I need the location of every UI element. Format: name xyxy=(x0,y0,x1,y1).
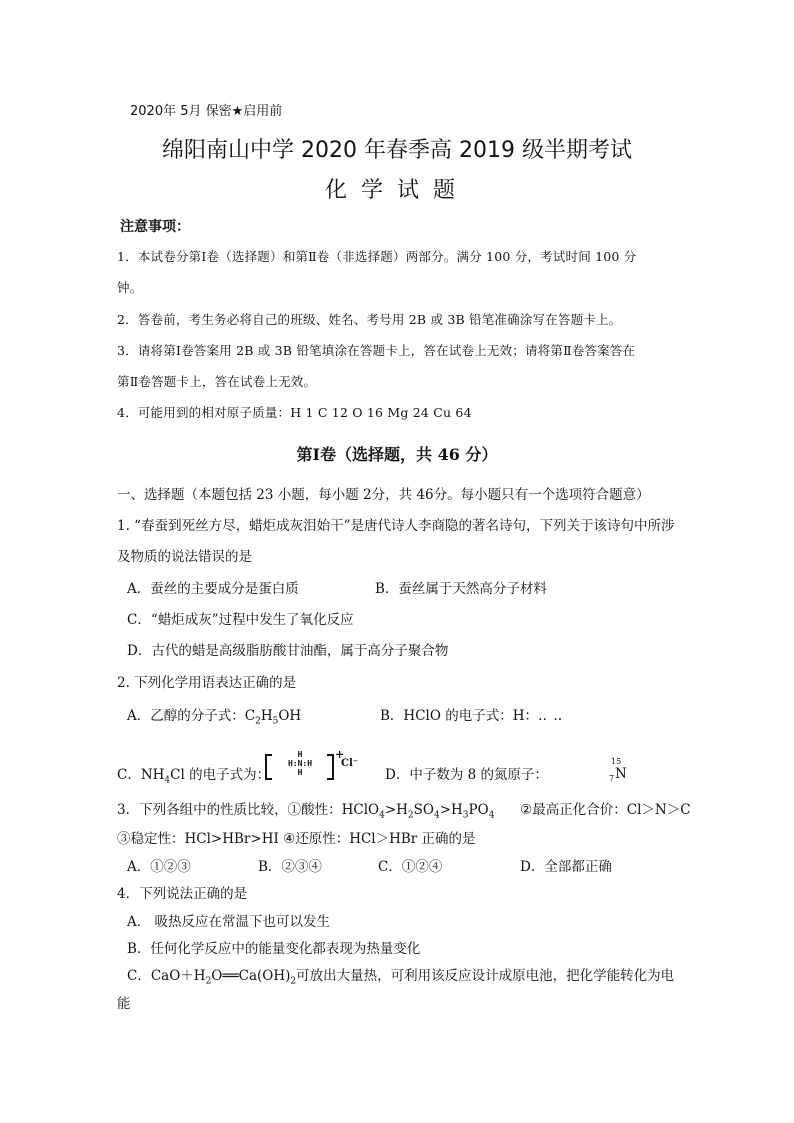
lewis-h-top: H xyxy=(297,750,303,759)
notice-item-3: 3．请将第Ⅰ卷答案用 2B 或 3B 铅笔填涂在答题卡上，答在试卷上无效；请将第Ⅱ卷答案答在 xyxy=(117,343,636,358)
bracket-left xyxy=(265,754,272,780)
q2-a-sub: 2 xyxy=(255,716,261,727)
q3-text: >H xyxy=(384,802,408,818)
q4-c-sub: 2 xyxy=(205,976,212,987)
q4-option-c xyxy=(127,967,674,985)
bracket-right xyxy=(327,754,334,780)
q4-option-a: A． 吸热反应在常温下也可以发生 xyxy=(127,914,331,930)
lewis-charge: + xyxy=(335,748,345,761)
element-symbol: N xyxy=(615,766,627,782)
q3-option-a: A．①②③ xyxy=(127,859,191,875)
notice-item-4: 4．可能用到的相对原子质量：H 1 C 12 O 16 Mg 24 Cu 64 xyxy=(117,405,472,420)
exam-title: 绵阳南山中学 2020 年春季高 2019 级半期考试 xyxy=(162,138,632,163)
q1-option-a: A．蚕丝的主要成分是蛋白质 xyxy=(127,581,299,597)
notice-item-1-cont: 钟。 xyxy=(117,280,143,295)
q4-c-text: C．CaO＋H xyxy=(127,968,206,984)
q2-a-text: OH xyxy=(278,708,302,724)
q2-c-text: Cl 的电子式为： xyxy=(170,767,271,783)
q2-a-text: A．乙醇的分子式：C xyxy=(127,708,256,724)
q2-c-sub: 4 xyxy=(164,775,171,786)
mass-number: 15 xyxy=(611,757,622,766)
electron-dots: ‥ ‥ xyxy=(537,708,564,724)
q2-b-text: B．HClO 的电子式：H： xyxy=(380,708,538,724)
q1-option-d: D．古代的蜡是高级脂肪酸甘油酯，属于高分子聚合物 xyxy=(127,643,449,659)
q3-text: >H xyxy=(439,802,463,818)
section-heading: 第Ⅰ卷（选择题，共 46 分） xyxy=(296,445,498,464)
q3-text: SO xyxy=(413,802,434,818)
q2-c-text: C．NH xyxy=(117,767,165,783)
q3-text: ②最高正化合价：Cl＞N＞C xyxy=(494,802,691,818)
q3-sub: 4 xyxy=(488,810,495,821)
q4-c-sub: 2 xyxy=(290,976,297,987)
atomic-number: 7 xyxy=(609,774,615,783)
ammonium-dot-structure xyxy=(277,750,323,777)
q3-text: 3．下列各组中的性质比较，①酸性：HClO xyxy=(117,802,380,818)
q2-a-text: H xyxy=(260,708,273,724)
notice-item-3-cont: 第Ⅱ卷答题卡上，答在试卷上无效。 xyxy=(117,374,317,389)
q3-sub: 4 xyxy=(379,810,385,821)
q2-a-sub: 5 xyxy=(272,716,279,727)
section-instructions: 一、选择题（本题包括 23 小题，每小题 2分，共 46分。每小题只有一个选项符合题意） xyxy=(117,487,650,503)
q2-option-a xyxy=(127,707,301,725)
q1-option-b: B．蚕丝属于天然高分子材料 xyxy=(375,581,547,597)
q4-c-text: 可放出大量热，可利用该反应设计成原电池，把化学能转化为电 xyxy=(296,968,675,984)
q2-option-b xyxy=(380,707,563,725)
q3-text: PO xyxy=(468,802,489,818)
q3-sub: 4 xyxy=(433,810,440,821)
nitrogen-nuclide-symbol xyxy=(609,759,629,787)
q1-stem-cont: 及物质的说法错误的是 xyxy=(117,549,252,565)
q3-stem-cont: ③稳定性：HCl>HBr>HI ④还原性：HCl＞HBr 正确的是 xyxy=(117,831,476,847)
q4-stem: 4．下列说法正确的是 xyxy=(117,886,248,902)
lewis-h-bottom: H xyxy=(297,768,303,777)
q3-sub: 2 xyxy=(407,810,414,821)
q3-option-c: C．①②④ xyxy=(378,859,443,875)
exam-date-confidential: 2020年 5月 保密★启用前 xyxy=(130,104,283,119)
q4-c-text: O══Ca(OH) xyxy=(211,968,291,984)
exam-subject-title: 化学试题 xyxy=(324,178,469,203)
q3-option-b: B．②③④ xyxy=(258,859,322,875)
chloride-ion: Cl⁻ xyxy=(341,758,359,769)
q2-option-d: D．中子数为 8 的氮原子： xyxy=(385,767,548,783)
q4-option-b: B．任何化学反应中的能量变化都表现为热量变化 xyxy=(127,941,421,957)
q3-stem xyxy=(117,801,691,819)
q3-option-d: D．全部都正确 xyxy=(520,859,612,875)
q3-sub: 3 xyxy=(462,810,469,821)
q2-stem: 2. 下列化学用语表达正确的是 xyxy=(117,675,297,691)
q2-option-c xyxy=(117,766,270,784)
lewis-center: H:N:H xyxy=(287,759,313,768)
notice-item-1: 1．本试卷分第Ⅰ卷（选择题）和第Ⅱ卷（非选择题）两部分。满分 100 分，考试时间 100 分 xyxy=(117,249,637,264)
q1-option-c: C．“蜡炬成灰”过程中发生了氧化反应 xyxy=(127,612,354,628)
q1-stem: 1. “春蚕到死丝方尽，蜡炬成灰泪始干”是唐代诗人李商隐的著名诗句，下列关于该诗句中所涉 xyxy=(117,518,675,534)
q4-option-c-cont: 能 xyxy=(117,996,131,1012)
notice-heading: 注意事项： xyxy=(120,219,190,235)
ammonium-chloride-lewis-structure xyxy=(265,750,359,780)
notice-item-2: 2．答卷前，考生务必将自己的班级、姓名、考号用 2B 或 3B 铅笔准确涂写在答题卡上。 xyxy=(117,312,622,327)
